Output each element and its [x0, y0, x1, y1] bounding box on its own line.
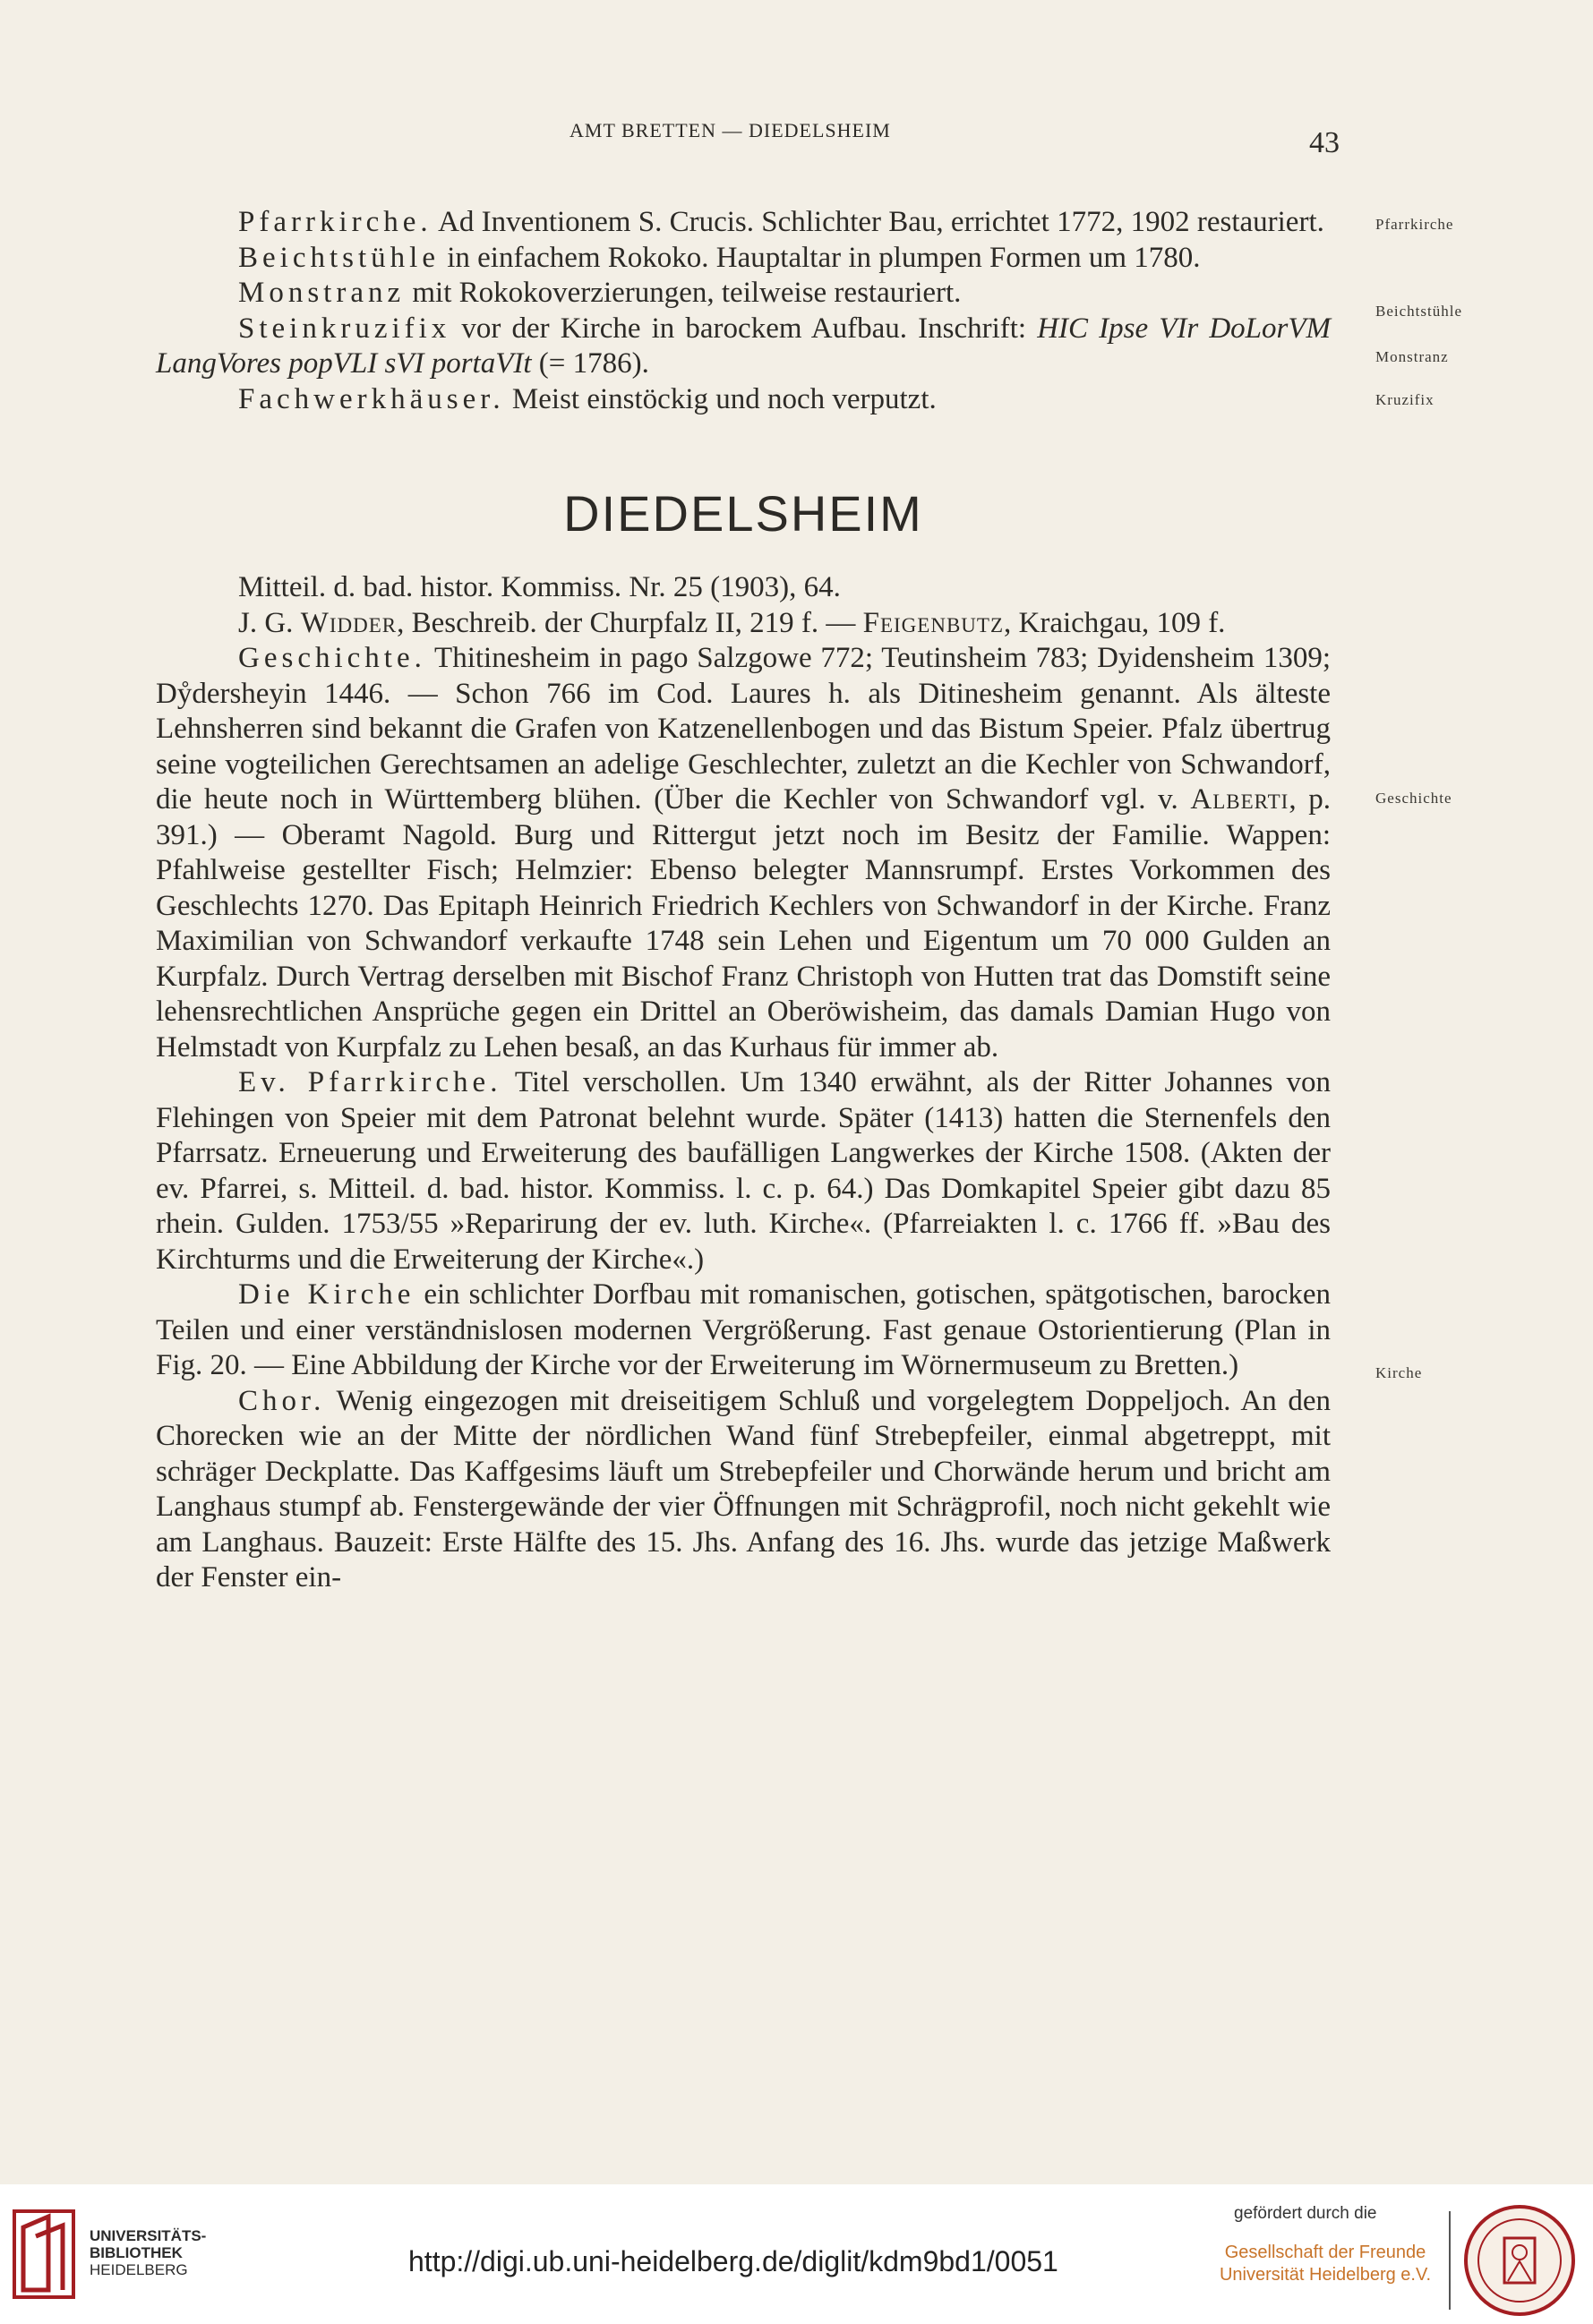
inscription: HIC Ipse VIr DoLorVM LangVores popVLI sVI portaVIt: [156, 312, 1331, 380]
inscription-date: (= 1786).: [531, 347, 649, 380]
running-title: AMT BRETTEN — DIEDELSHEIM: [570, 119, 891, 141]
paragraph-ev-pfarrkirche: [156, 1065, 1331, 1277]
text-chor: Wenig eingezogen mit dreiseitigem Schluß und vorgelegtem Doppeljoch. An den Chorecken wie an der Mitte der nördlichen Wand fünf Strebepfeiler, einmal abgetreppt, mit schräger Deckplatte. Das Kaffgesims läuft um Strebepfeiler und Chorwände herum und bricht am Langhaus stumpf ab. Fenstergewände der vier Öffnungen mit Schrägprofil, noch nicht gekehlt wie am Langhaus. Bauzeit: Erste Hälfte des 15. Jhs. Anfang des 16. Jhs. wurde das jetzige Maßwerk der Fenster ein-: [156, 1384, 1331, 1593]
heading-ev-pfarrkirche: Ev. Pfarrkirche.: [238, 1066, 502, 1098]
lit2-prefix: J. G.: [238, 606, 301, 639]
lit2-middle: , Beschreib. der Churpfalz II, 219 f. —: [397, 606, 863, 639]
section-title: DIEDELSHEIM: [563, 485, 923, 542]
margin-note-beichtstuehle: Beichtstühle: [1375, 303, 1462, 320]
library-name: [90, 2227, 206, 2278]
paragraph-monstranz: [156, 276, 1331, 312]
heading-monstranz: Monstranz: [238, 277, 406, 309]
literature-1: Mitteil. d. bad. histor. Kommiss. Nr. 25 (1903), 64.: [238, 571, 841, 603]
text-beichtstuehle: in einfachem Rokoko. Hauptaltar in plumpen Formen um 1780.: [439, 241, 1201, 274]
main-text: [156, 205, 1331, 1596]
author-alberti: Alberti: [1190, 783, 1289, 816]
sponsor-line-1: Gesellschaft der Freunde: [1224, 2243, 1426, 2262]
footer-bar: [0, 2184, 1593, 2324]
library-line-3: HEIDELBERG: [90, 2261, 188, 2278]
university-seal-icon: [1461, 2202, 1578, 2319]
library-line-2: BIBLIOTHEK: [90, 2244, 183, 2261]
sponsor-name: [1200, 2242, 1451, 2286]
margin-note-pfarrkirche: Pfarrkirche: [1375, 216, 1454, 233]
text-geschichte-b: , p. 391.) — Oberamt Nagold. Burg und Rittergut jetzt noch im Besitz der Familie. Wappen: Pfahlweise gestellter Fisch; Helmzier: Ebenso belegter Mannsrumpf. Erstes Vorkommen des Geschlechts 1270. Das Epitaph Heinrich Friedrich Kechlers von Schwandorf in der Kirche. Franz Maximilian von Schwandorf verkaufte 1748 sein Lehen und Eigentum um 70 000 Gulden an Kurpfalz. Durch Vertrag derselben mit Bischof Franz Christoph von Hutten trat das Domstift seine lehensrechtlichen Ansprüche gegen ein Drittel an Oberöwisheim, das damals Damian Hugo von Helmstadt von Kurpfalz zu Lehen besaß, an das Kurhaus für immer ab.: [156, 783, 1331, 1064]
paragraph-beichtstuehle: [156, 241, 1331, 277]
paragraph-die-kirche: [156, 1277, 1331, 1384]
literature-2: [156, 606, 1331, 642]
sponsor-intro: gefördert durch die: [1234, 2204, 1377, 2223]
paragraph-steinkruzifix: [156, 312, 1331, 382]
heading-fachwerk: Fachwerkhäuser.: [238, 382, 505, 415]
margin-note-geschichte: Geschichte: [1375, 790, 1452, 807]
heading-pfarrkirche: Pfarrkirche.: [238, 206, 433, 238]
heading-beichtstuehle: Beichtstühle: [238, 241, 440, 274]
footer-divider: [1449, 2211, 1451, 2310]
text-pfarrkirche: Ad Inventionem S. Crucis. Schlichter Bau, errichtet 1772, 1902 restauriert.: [432, 206, 1324, 238]
text-steinkruzifix: vor der Kirche in barockem Aufbau. Inschrift:: [450, 312, 1038, 345]
paragraph-fachwerk: [156, 382, 1331, 418]
lit2-suffix: , Kraichgau, 109 f.: [1004, 606, 1226, 639]
paragraph-chor: [156, 1384, 1331, 1596]
page-number: 43: [1309, 126, 1340, 159]
heading-die-kirche: Die Kirche: [238, 1278, 415, 1311]
heading-steinkruzifix: Steinkruzifix: [238, 312, 451, 345]
margin-note-kirche: Kirche: [1375, 1364, 1423, 1381]
paragraph-geschichte: [156, 641, 1331, 1065]
text-fachwerk: Meist einstöckig und noch verputzt.: [504, 382, 937, 415]
text-die-kirche: ein schlichter Dorfbau mit romanischen, gotischen, spätgotischen, barocken Teilen und einer verständnislosen modernen Vergrößerung. Fast genaue Ostorientierung (Plan in Fig. 20. — Eine Abbildung der Kirche vor der Erweiterung im Wörnermuseum zu Bretten.): [156, 1278, 1331, 1381]
margin-note-kruzifix: Kruzifix: [1375, 391, 1435, 408]
heading-chor: Chor.: [238, 1384, 326, 1417]
author-feigenbutz: Feigenbutz: [862, 606, 1005, 639]
text-geschichte-a: Thitinesheim in pago Salzgowe 772; Teutinsheim 783; Dyidensheim 1309; Dẙdersheyin 1446. — Schon 766 im Cod. Laures h. als Ditinesheim genannt. Als älteste Lehnsherren sind bekannt die Grafen von Katzenellenbogen und das Bistum Speier. Pfalz übertrug seine vogteilichen Gerechtsamen an adelige Geschlechter, zuletzt an die Kechler von Schwandorf, die heute noch in Württemberg blühen. (Über die Kechler von Schwandorf vgl. v.: [156, 642, 1331, 816]
sponsor-line-2: Universität Heidelberg e.V.: [1219, 2265, 1432, 2285]
margin-note-monstranz: Monstranz: [1375, 348, 1449, 365]
paragraph-pfarrkirche: [156, 205, 1331, 241]
source-url-link[interactable]: http://digi.ub.uni-heidelberg.de/diglit/kdm9bd1/0051: [408, 2245, 1058, 2277]
author-widder: Widder: [300, 606, 398, 639]
library-logo-icon: [13, 2209, 75, 2299]
text-ev-pfarrkirche: Titel verschollen. Um 1340 erwähnt, als der Ritter Johannes von Flehingen von Speier mit dem Patronat belehnt wurde. Später (1413) hatten die Sternenfels den Pfarrsatz. Erneuerung und Erweiterung des baufälligen Langwerkes der Kirche 1508. (Akten der ev. Pfarrei, s. Mitteil. d. bad. histor. Kommiss. l. c. p. 64.) Das Domkapitel Speier gibt dazu 85 rhein. Gulden. 1753/55 »Reparirung der ev. luth. Kirche«. (Pfarreiakten l. c. 1766 ff. »Bau des Kirchturms und die Erweiterung der Kirche«.): [156, 1066, 1331, 1276]
text-monstranz: mit Rokokoverzierungen, teilweise restauriert.: [405, 277, 962, 309]
library-line-1: UNIVERSITÄTS-: [90, 2227, 207, 2244]
heading-geschichte: Geschichte.: [238, 642, 426, 674]
